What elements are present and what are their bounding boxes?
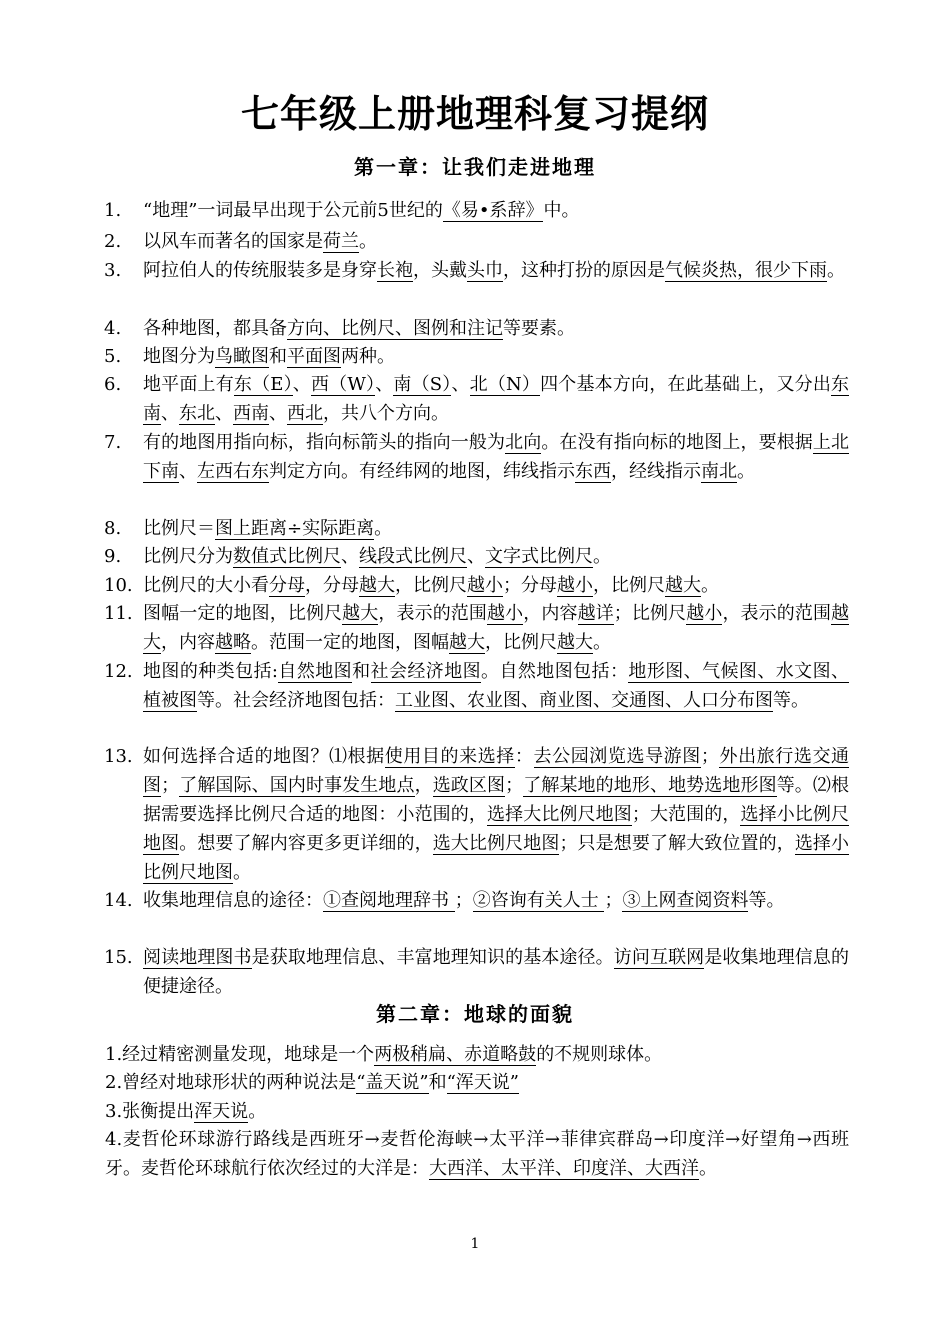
underlined-answer: 气候炎热，很少下雨 [665, 260, 827, 281]
item-number: 13. [104, 746, 133, 767]
text-segment: 。范围一定的地图，图幅 [251, 632, 449, 653]
underlined-answer: 越略 [215, 632, 251, 653]
underlined-answer: 自然地图 [278, 661, 353, 682]
underlined-answer: 工业图、农业图、商业图、交通图、人口分布图 [395, 690, 773, 711]
text-segment: ，共八个方向。 [323, 403, 449, 424]
underlined-answer: 数值式比例尺 [233, 546, 341, 567]
text-segment: 、 [292, 374, 311, 395]
text-segment: ： [514, 746, 534, 767]
underlined-answer: 阅读地理图书 [143, 947, 252, 968]
text-segment: 4.麦哲伦环球游行路线是西班牙→麦哲伦海峡→太平洋→菲律宾群岛→印度洋→好望角→西班牙。麦哲伦环球航行依次经过的大洋是： [105, 1129, 849, 1179]
item-number: 5. [104, 346, 122, 367]
underlined-answer: 越小 [467, 575, 503, 596]
text-segment: 是获取地理信息、丰富地理知识的基本途径。 [251, 947, 614, 968]
text-segment: 。 [737, 461, 755, 482]
chapter-2-heading: 第二章：地球的面貌 [376, 1002, 574, 1026]
underlined-answer: 去公园浏览选导游图 [533, 746, 701, 767]
text-segment: 和 [352, 661, 371, 682]
text-segment: ，内容 [161, 632, 215, 653]
text-segment: ， [414, 775, 433, 796]
underlined-answer: 上北下南 [143, 432, 850, 482]
text-segment: ； [454, 890, 473, 911]
underlined-answer: 《易•系辞》 [442, 200, 544, 221]
underlined-answer: 左西右东 [197, 461, 269, 482]
chapter-1-heading: 第一章：让我们走进地理 [354, 155, 596, 179]
underlined-answer: 图上距离÷实际距离 [215, 518, 375, 539]
text-segment: 、 [467, 546, 485, 567]
underlined-answer: 头巾 [467, 260, 503, 281]
item-text [105, 1068, 849, 1097]
text-segment: ，比例尺 [485, 632, 557, 653]
item-number: 8. [104, 518, 122, 539]
underlined-answer: 东北 [179, 403, 215, 424]
text-segment: ； [700, 746, 719, 767]
text-segment: ； [161, 775, 180, 796]
text-segment: ，比例尺 [395, 575, 467, 596]
text-segment: 等。⑵根据需要选择比例尺合适的地图：小范围的， [143, 775, 850, 825]
text-segment: 地平面上有 [143, 374, 234, 395]
text-segment: ，头戴 [413, 260, 467, 281]
item-text [143, 370, 849, 428]
underlined-answer: 鸟瞰图 [215, 346, 269, 367]
text-segment: 是收集地理信息的便捷途径。 [143, 947, 850, 997]
underlined-answer: 文字式比例尺 [485, 546, 593, 567]
text-segment: 、 [215, 403, 233, 424]
underlined-answer: ①查阅地理辞书 [323, 890, 455, 911]
text-segment: ，表示的范围 [378, 603, 488, 624]
item-number: 2. [104, 231, 122, 252]
text-segment: 、 [179, 461, 197, 482]
underlined-answer: 选大比例尺地图 [432, 833, 560, 854]
text-segment: 比例尺＝ [143, 518, 215, 539]
text-segment: 和 [269, 346, 287, 367]
underlined-answer: 平面图 [287, 346, 341, 367]
underlined-answer: 了解国际、国内时事发生地点 [179, 775, 415, 796]
underlined-answer: 西南 [233, 403, 269, 424]
item-text [143, 342, 849, 371]
text-segment: 地图分为 [143, 346, 215, 367]
item-number: 7. [104, 432, 122, 453]
underlined-answer: 南（S） [393, 374, 452, 395]
underlined-answer: 大西洋、太平洋、印度洋、大西洋 [429, 1158, 699, 1179]
underlined-answer: 越小 [487, 603, 524, 624]
text-segment: 。自然地图包括： [481, 661, 629, 682]
text-segment: ；比例尺 [613, 603, 687, 624]
underlined-answer: 越大 [557, 632, 593, 653]
underlined-answer: ③上网查阅资料 [622, 890, 749, 911]
underlined-answer: 西北 [287, 403, 323, 424]
text-segment: 以风车而著名的国家是 [143, 231, 323, 252]
text-segment: 1.经过精密测量发现，地球是一个 [105, 1044, 375, 1065]
item-text [105, 1125, 849, 1183]
underlined-answer: 越大 [665, 575, 701, 596]
text-segment: ； [604, 890, 623, 911]
item-number: 1. [104, 200, 122, 221]
text-segment: 。在没有指向标的地图上，要根据 [541, 432, 813, 453]
underlined-answer: 访问互联网 [613, 947, 705, 968]
underlined-answer: 地形图、气候图、水文图、植被图 [143, 661, 850, 711]
underlined-answer: ②咨询有关人士 [472, 890, 605, 911]
page-number: 1 [470, 1236, 480, 1252]
underlined-answer: 越小 [557, 575, 593, 596]
text-segment: 。 [701, 575, 719, 596]
item-text [143, 742, 849, 887]
text-segment: ；只是想要了解大致位置的， [559, 833, 795, 854]
underlined-answer: 北向 [505, 432, 542, 453]
text-segment: 、 [375, 374, 394, 395]
underlined-answer: 长袍 [377, 260, 413, 281]
text-segment: 。 [233, 862, 251, 883]
item-text [143, 571, 849, 600]
text-segment: 两种。 [341, 346, 395, 367]
text-segment: 。 [359, 231, 377, 252]
text-segment: 的不规则球体。 [536, 1044, 663, 1065]
document-title: 七年级上册地理科复习提纲 [240, 92, 709, 136]
item-number: 15. [104, 947, 133, 968]
text-segment: 比例尺分为 [143, 546, 233, 567]
underlined-answer: 选择小比例尺地图 [143, 804, 850, 854]
item-text [143, 886, 849, 915]
item-number: 6. [104, 374, 122, 395]
text-segment: 2.曾经对地球形状的两种说法是 [105, 1072, 357, 1093]
text-segment: 、 [269, 403, 287, 424]
text-segment: 地图的种类包括: [143, 661, 278, 682]
item-text [143, 599, 849, 657]
item-number: 9. [104, 546, 122, 567]
text-segment: ，表示的范围 [722, 603, 832, 624]
underlined-answer: 越详 [577, 603, 614, 624]
underlined-answer: 选择大比例尺地图 [487, 804, 632, 825]
text-segment: 等。社会经济地图包括： [197, 690, 395, 711]
item-text [105, 1040, 849, 1069]
underlined-answer: 方向、比例尺、图例和注记 [287, 318, 503, 339]
text-segment: 和 [428, 1072, 447, 1093]
underlined-answer: 西（W） [310, 374, 376, 395]
underlined-answer: 选政区图 [432, 775, 506, 796]
underlined-answer: 北（N） [469, 374, 541, 395]
text-segment: ； [505, 775, 524, 796]
underlined-answer: 社会经济地图 [370, 661, 482, 682]
text-segment: 收集地理信息的途径： [143, 890, 323, 911]
underlined-answer: 两极稍扁、赤道略鼓 [374, 1044, 537, 1065]
text-segment: ，这种打扮的原因是 [503, 260, 665, 281]
item-number: 11. [104, 603, 133, 624]
underlined-answer: 线段式比例尺 [359, 546, 467, 567]
item-text [143, 943, 849, 1001]
underlined-answer: 浑天说 [194, 1101, 249, 1122]
text-segment: 等。 [773, 690, 809, 711]
text-segment: 等要素。 [503, 318, 575, 339]
item-number: 3. [104, 260, 122, 281]
item-number: 4. [104, 318, 122, 339]
item-text [143, 514, 849, 543]
item-text [143, 542, 849, 571]
underlined-answer: 越小 [686, 603, 723, 624]
underlined-answer: 越大 [449, 632, 485, 653]
underlined-answer: 荷兰 [323, 231, 359, 252]
underlined-answer: 越大 [342, 603, 379, 624]
underlined-answer: 使用目的来选择 [384, 746, 515, 767]
underlined-answer: 分母 [269, 575, 305, 596]
item-number: 10. [104, 575, 133, 596]
text-segment: 四个基本方向，在此基础上，又分出 [540, 374, 832, 395]
text-segment: ，比例尺 [593, 575, 665, 596]
item-text [143, 227, 849, 256]
text-segment: 、 [341, 546, 359, 567]
item-text [143, 196, 849, 225]
item-text [143, 657, 849, 715]
text-segment: 判定方向。有经纬网的地图，纬线指示 [269, 461, 575, 482]
item-number: 12. [104, 661, 133, 682]
text-segment: 、 [451, 374, 470, 395]
text-segment: 各种地图，都具备 [143, 318, 287, 339]
text-segment: “地理”一词最早出现于公元前5世纪的 [143, 200, 443, 221]
item-text [105, 1097, 849, 1126]
underlined-answer: 选择小比例尺地图 [143, 833, 850, 883]
underlined-answer: 外出旅行选交通图 [143, 746, 850, 796]
text-segment: ，内容 [523, 603, 578, 624]
text-segment: 。 [248, 1101, 267, 1122]
underlined-answer: “盖天说” [356, 1072, 429, 1093]
text-segment: 阿拉伯人的传统服装多是身穿 [143, 260, 377, 281]
item-text [143, 314, 849, 343]
text-segment: ；大范围的， [631, 804, 741, 825]
text-segment: 。 [827, 260, 845, 281]
underlined-answer: 东（E） [233, 374, 293, 395]
underlined-answer: 东南 [143, 374, 850, 424]
text-segment: 等。 [748, 890, 785, 911]
underlined-answer: 东西 [575, 461, 611, 482]
item-text [143, 428, 849, 486]
underlined-answer: 了解某地的地形、地势选地形图 [523, 775, 777, 796]
text-segment: 。 [593, 546, 611, 567]
underlined-answer: “浑天说” [446, 1072, 519, 1093]
text-segment: 。 [374, 518, 393, 539]
underlined-answer: 南北 [701, 461, 737, 482]
text-segment: ；分母 [503, 575, 557, 596]
underlined-answer: 越大 [359, 575, 395, 596]
text-segment: ，分母 [305, 575, 359, 596]
text-segment: 如何选择合适的地图？⑴根据 [143, 746, 385, 767]
text-segment: 。 [593, 632, 611, 653]
text-segment: 比例尺的大小看 [143, 575, 269, 596]
item-text [143, 256, 849, 285]
text-segment: 。 [699, 1158, 717, 1179]
text-segment: 图幅一定的地图，比例尺 [143, 603, 343, 624]
text-segment: 中。 [543, 200, 580, 221]
text-segment: 有的地图用指向标，指向标箭头的指向一般为 [143, 432, 506, 453]
text-segment: 、 [161, 403, 179, 424]
text-segment: 3.张衡提出 [105, 1101, 195, 1122]
text-segment: 。想要了解内容更多更详细的， [179, 833, 433, 854]
underlined-answer: 越大 [143, 603, 850, 653]
text-segment: ，经线指示 [611, 461, 701, 482]
item-number: 14. [104, 890, 133, 911]
